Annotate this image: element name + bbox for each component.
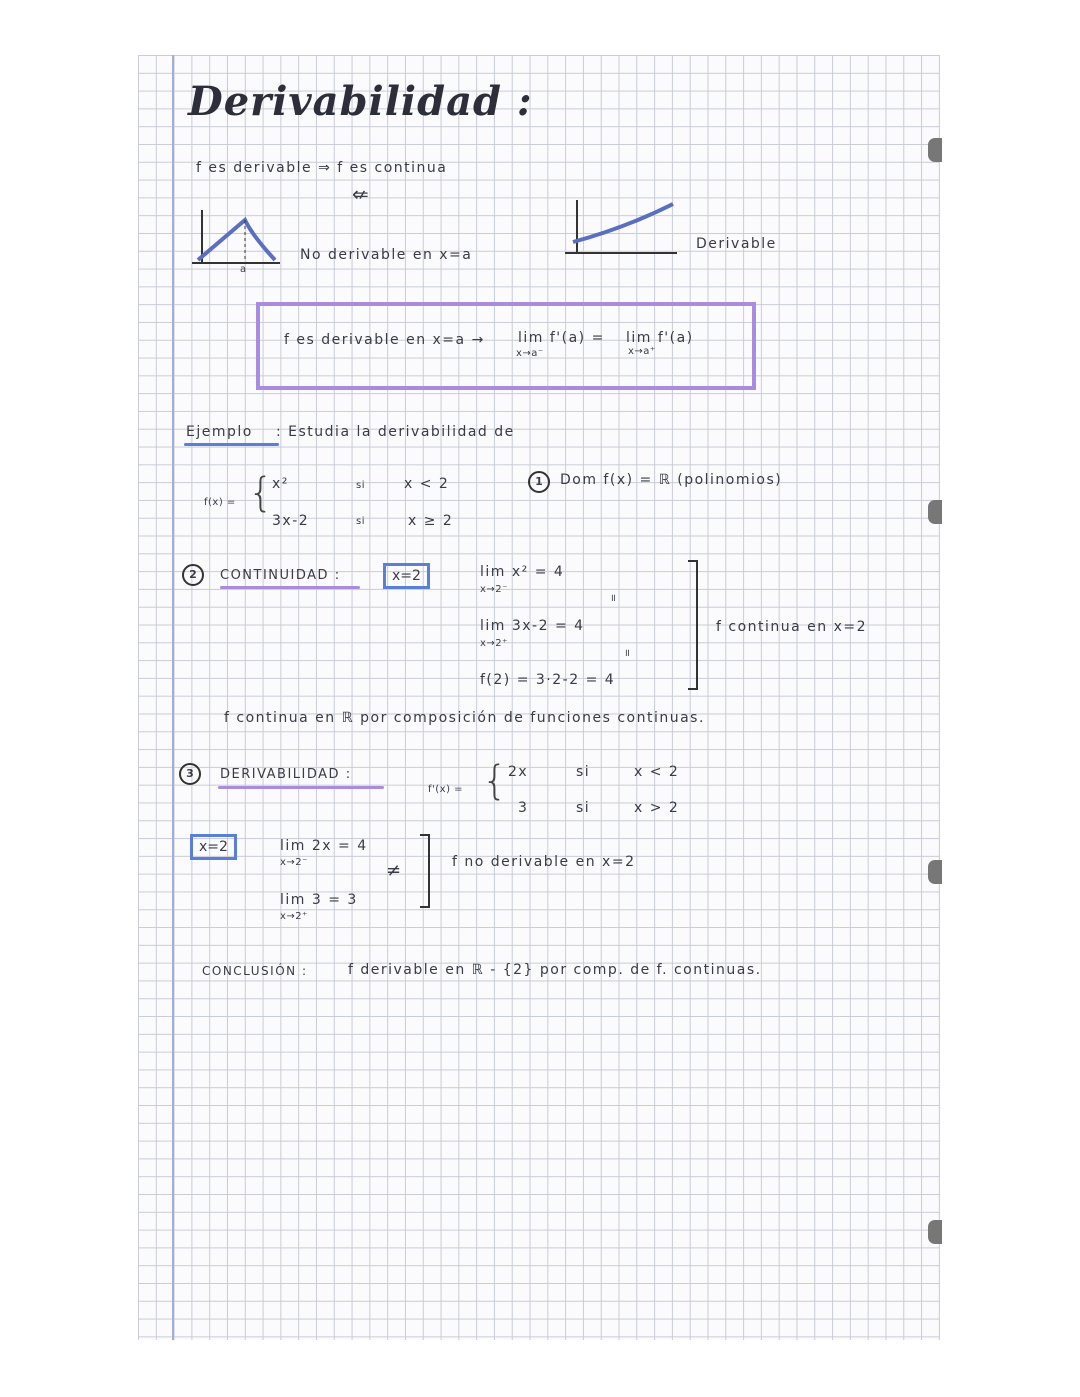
example-heading: Ejemplo [186, 424, 253, 440]
right-brace [420, 834, 430, 908]
limit-left: lim x² = 4 [480, 564, 565, 580]
definition-sub-right: x→a⁺ [628, 346, 656, 357]
continuity-result: f continua en x=2 [716, 619, 868, 635]
limit-right: lim 3 = 3 [280, 892, 358, 908]
binder-hole [928, 1220, 942, 1244]
limit-left: lim 2x = 4 [280, 838, 368, 854]
not-reverse-arrow: ⇍ [352, 182, 371, 206]
point-box: x=2 [190, 834, 237, 860]
binder-hole [928, 138, 942, 162]
point-box: x=2 [383, 563, 430, 589]
limit-right-sub: x→2⁺ [280, 911, 308, 922]
definition-lim-left: lim f'(a) = [518, 330, 605, 346]
binder-hole [928, 860, 942, 884]
case2-expr: 3x-2 [272, 513, 310, 529]
margin-line [172, 55, 174, 1340]
derivable-graph [565, 198, 685, 258]
derivable-label: Derivable [696, 236, 777, 252]
case1-expr: x² [272, 476, 289, 492]
binder-hole [928, 500, 942, 524]
step-number: 2 [182, 564, 204, 586]
example-text: : Estudia la derivabilidad de [276, 424, 515, 440]
limit-right: lim 3x-2 = 4 [480, 618, 585, 634]
case1-si: si [356, 480, 365, 491]
limit-left-sub: x→2⁻ [280, 857, 308, 868]
definition-lim-right: lim f'(a) [626, 330, 694, 346]
case2-cond: x > 2 [634, 800, 680, 816]
derivability-heading: DERIVABILIDAD : [220, 767, 352, 782]
equal-mark: ॥ [610, 593, 617, 604]
f-of-2: f(2) = 3·2-2 = 4 [480, 672, 616, 688]
derivability-underline [218, 786, 384, 789]
step-number: 3 [179, 763, 201, 785]
not-equal: ≠ [386, 860, 403, 881]
brace: { [248, 470, 274, 516]
case2-si: si [356, 516, 365, 527]
fprime-label: f'(x) = [428, 784, 464, 795]
derivability-result: f no derivable en x=2 [452, 854, 636, 870]
definition-sub-left: x→a⁻ [516, 348, 544, 359]
case2-expr: 3 [518, 800, 529, 816]
case2-si: si [576, 800, 591, 816]
case1-cond: x < 2 [634, 764, 680, 780]
definition-lhs: f es derivable en x=a → [284, 332, 485, 348]
case1-si: si [576, 764, 591, 780]
case1-cond: x < 2 [404, 476, 450, 492]
page-title: Derivabilidad : [188, 78, 533, 125]
graph-tick-a: a [240, 264, 247, 275]
example-underline [184, 443, 279, 446]
continuity-heading: CONTINUIDAD : [220, 568, 341, 583]
domain-text: Dom f(x) = ℝ (polinomios) [560, 472, 783, 488]
fx-label: f(x) = [204, 497, 236, 508]
conclusion-label: CONCLUSIÓN : [202, 964, 308, 978]
case1-expr: 2x [508, 764, 529, 780]
equal-mark: ॥ [624, 648, 631, 659]
right-brace [688, 560, 698, 690]
step-number: 1 [528, 471, 550, 493]
continuity-underline [220, 586, 360, 589]
brace: { [482, 758, 508, 804]
case2-cond: x ≥ 2 [408, 513, 454, 529]
continuity-conclusion: f continua en ℝ por composición de funciones continuas. [224, 710, 705, 726]
limit-right-sub: x→2⁺ [480, 638, 508, 649]
implication-text: f es derivable ⇒ f es continua [196, 160, 448, 176]
non-derivable-graph [190, 205, 285, 275]
conclusion-text: f derivable en ℝ - {2} por comp. de f. continuas. [348, 962, 762, 978]
non-derivable-label: No derivable en x=a [300, 247, 473, 263]
limit-left-sub: x→2⁻ [480, 584, 508, 595]
